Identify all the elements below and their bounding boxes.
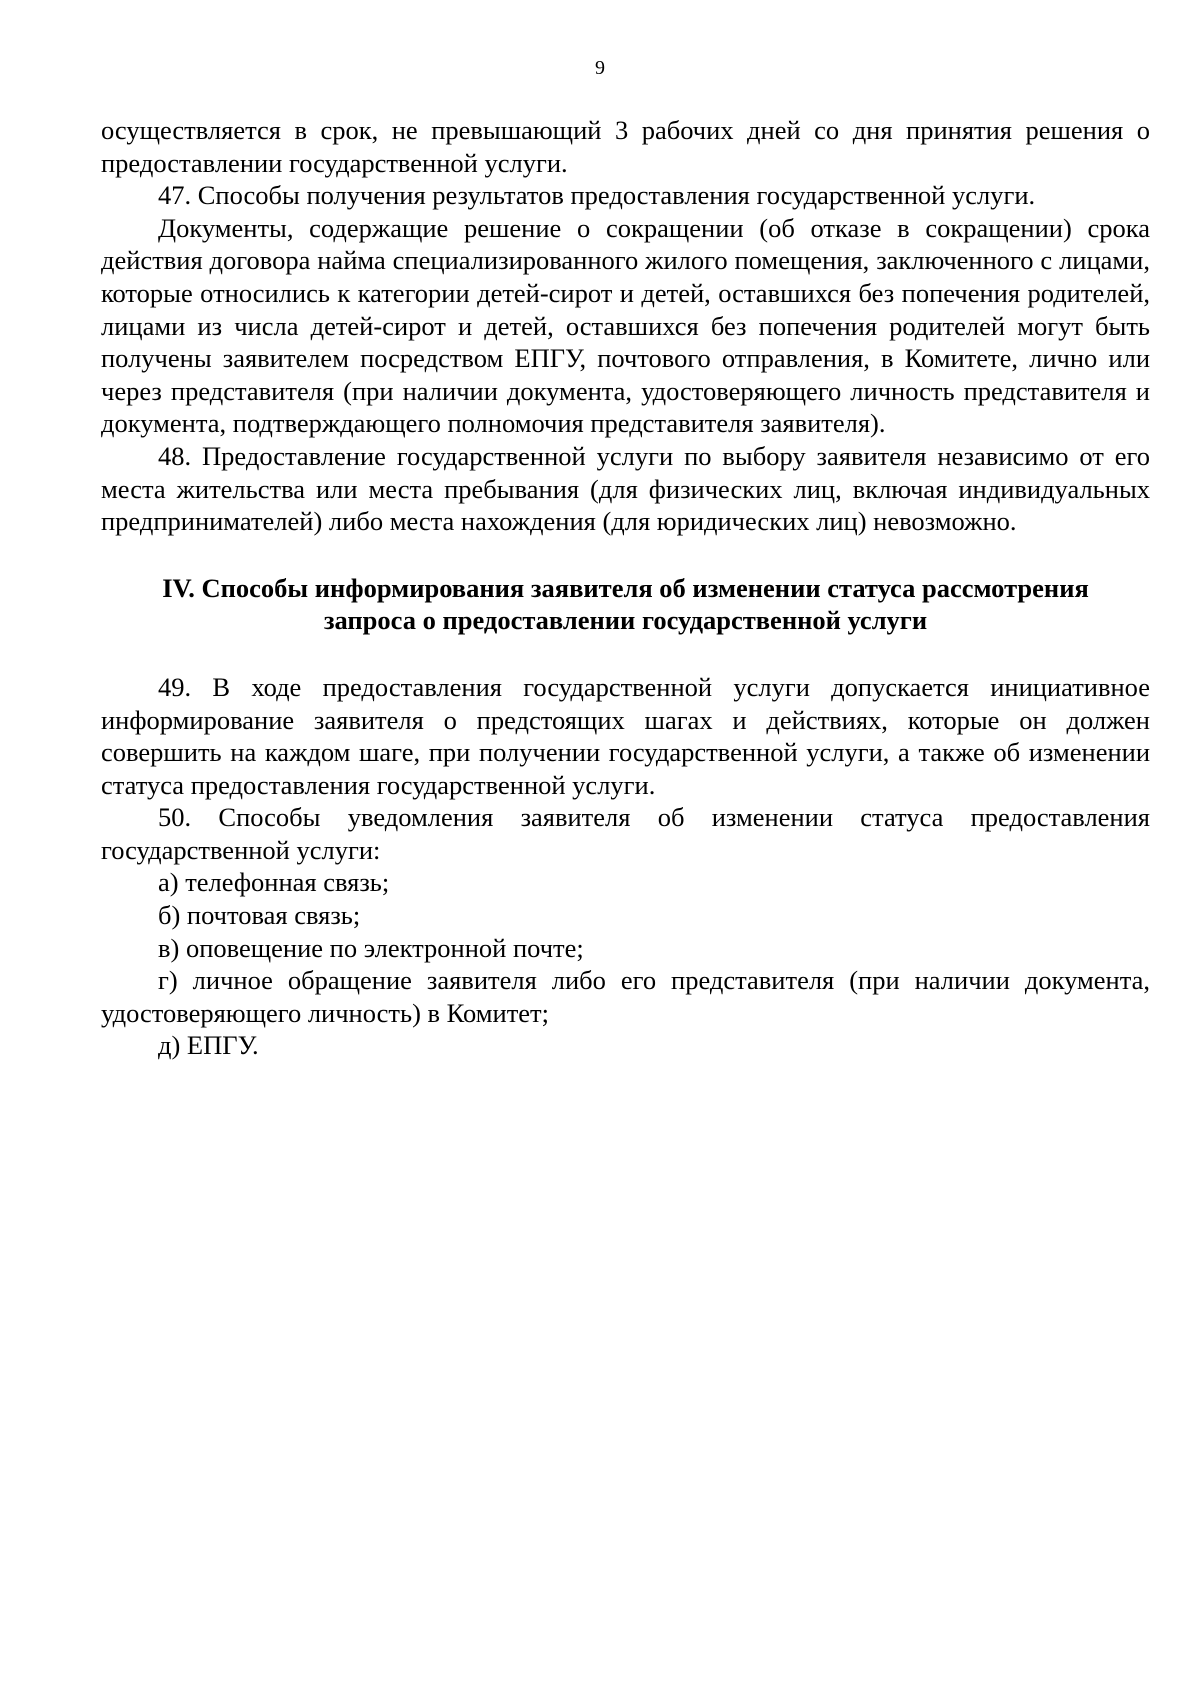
paragraph-47: 47. Способы получения результатов предоставления государственной услуги. xyxy=(158,180,1036,211)
paragraph-50: 50. Способы уведомления заявителя об изменении статуса предоставления государственной услуги: xyxy=(101,802,1150,865)
paragraph-49: 49. В ходе предоставления государственной услуги допускается инициативное информирование заявителя о предстоящих шагах и действиях, которые он должен совершить на каждом шаге, при получении государственной услуги, а также об изменении статуса предоставления государственной услуги. xyxy=(101,671,1150,800)
section-heading xyxy=(101,572,1150,637)
page-number: 9 xyxy=(595,57,605,79)
section-heading-line-2: запроса о предоставлении государственной услуги xyxy=(323,605,928,636)
list-item-b: б) почтовая связь; xyxy=(158,900,361,931)
paragraph-48: 48. Предоставление государственной услуги по выбору заявителя независимо от его места жительства или места пребывания (для физических лиц, включая индивидуальных предпринимателей) либо места нахождения (для юридических лиц) невозможно. xyxy=(101,440,1150,537)
section-heading-line-1: IV. Способы информирования заявителя об изменении статуса рассмотрения xyxy=(162,572,1089,603)
list-item-d: д) ЕПГУ. xyxy=(158,1030,259,1061)
paragraph-documents: Документы, содержащие решение о сокращении (об отказе в сокращении) срока действия договора найма специализированного жилого помещения, заключенного с лицами, которые относились к категории детей-сирот и детей, оставшихся без попечения родителей, лицами из числа детей-сирот и детей, оставшихся без попечения родителей могут быть получены заявителем посредством ЕПГУ, почтового отправления, в Комитете, лично или через представителя (при наличии документа, удостоверяющего личность представителя и документа, подтверждающего полномочия представителя заявителя). xyxy=(101,212,1150,439)
paragraph-continuation: осуществляется в срок, не превышающий 3 рабочих дней со дня принятия решения о предоставлении государственной услуги. xyxy=(101,115,1150,178)
list-item-a: а) телефонная связь; xyxy=(158,867,390,898)
list-item-g: г) личное обращение заявителя либо его представителя (при наличии документа, удостоверяющего личность) в Комитет; xyxy=(101,965,1150,1028)
list-item-v: в) оповещение по электронной почте; xyxy=(158,932,584,963)
document-body xyxy=(101,114,1150,1062)
